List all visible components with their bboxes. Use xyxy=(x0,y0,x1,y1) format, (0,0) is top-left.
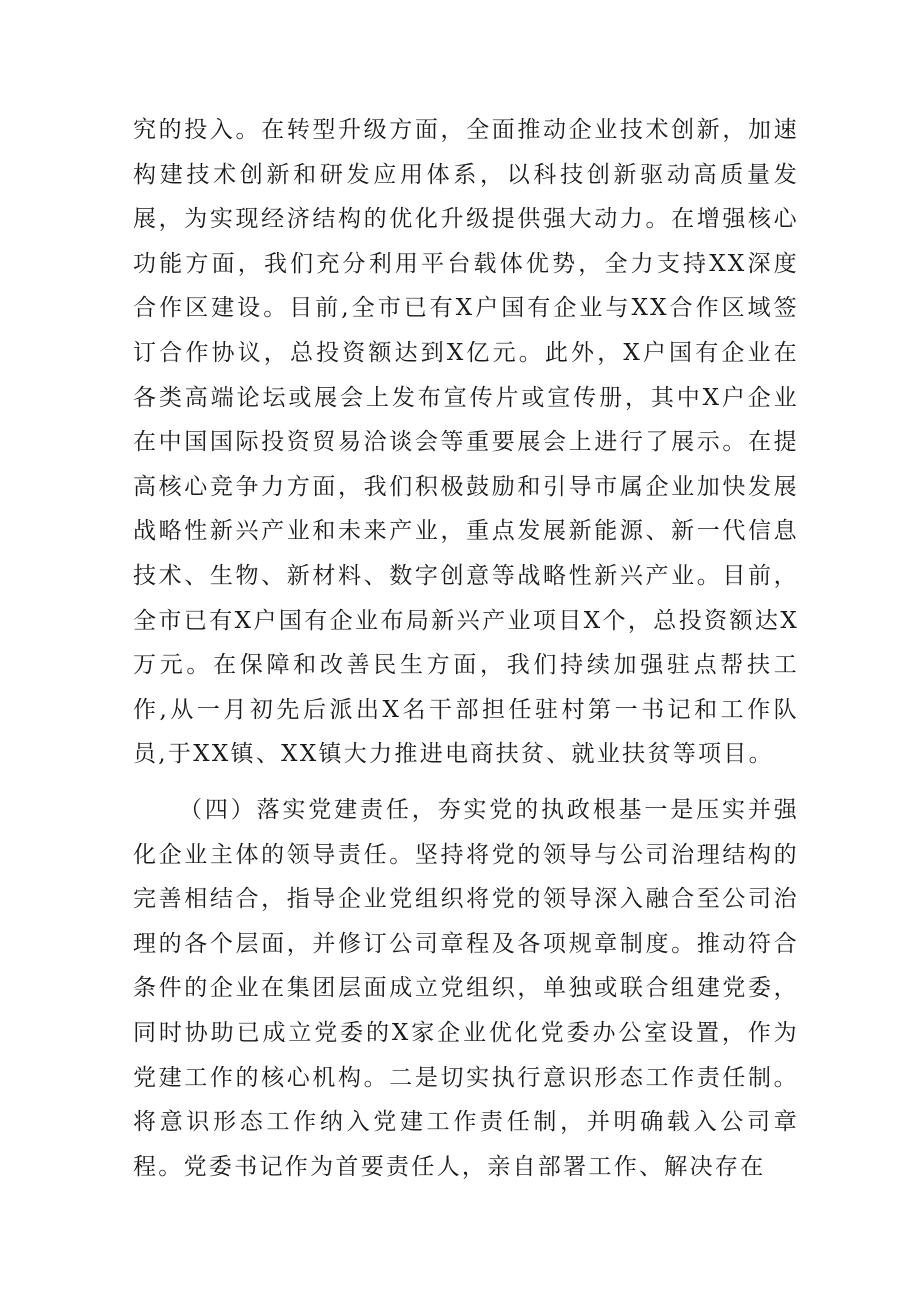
paragraph-text: 究的投入。在转型升级方面，全面推动企业技术创新，加速构建技术创新和研发应用体系，以科技创新驱动高质量发展，为实现经济结构的优化升级提供强大动力。在增强核心功能方面，我们充分利用平台载体优势，全力支持XX深度合作区建设。目前,全市已有X户国有企业与XX合作区域签订合作协议，总投资额达到X亿元。此外，X户国有企业在各类高端论坛或展会上发布宣传片或宣传册，其中X户企业在中国国际投资贸易洽谈会等重要展会上进行了展示。在提高核心竞争力方面，我们积极鼓励和引导市属企业加快发展战略性新兴产业和未来产业，重点发展新能源、新一代信息技术、生物、新材料、数字创意等战略性新兴产业。目前，全市已有X户国有企业布局新兴产业项目X个，总投资额达X万元。在保障和改善民生方面，我们持续加强驻点帮扶工作,从一月初先后派出X名干部担任驻村第一书记和工作队员,于XX镇、XX镇大力推进电商扶贫、就业扶贫等项目。 xyxy=(133,117,799,768)
paragraph-party-building xyxy=(133,788,799,1189)
paragraph-text: （四）落实党建责任，夯实党的执政根基一是压实并强化企业主体的领导责任。坚持将党的领导与公司治理结构的完善相结合，指导企业党组织将党的领导深入融合至公司治理的各个层面，并修订公司章程及各项规章制度。推动符合条件的企业在集团层面成立党组织，单独或联合组建党委，同时协助已成立党委的X家企业优化党委办公室设置，作为党建工作的核心机构。二是切实执行意识形态工作责任制。将意识形态工作纳入党建工作责任制，并明确载入公司章程。党委书记作为首要责任人，亲自部署工作、解决存在 xyxy=(133,797,799,1180)
paragraph-reform-and-livelihood xyxy=(133,108,799,777)
